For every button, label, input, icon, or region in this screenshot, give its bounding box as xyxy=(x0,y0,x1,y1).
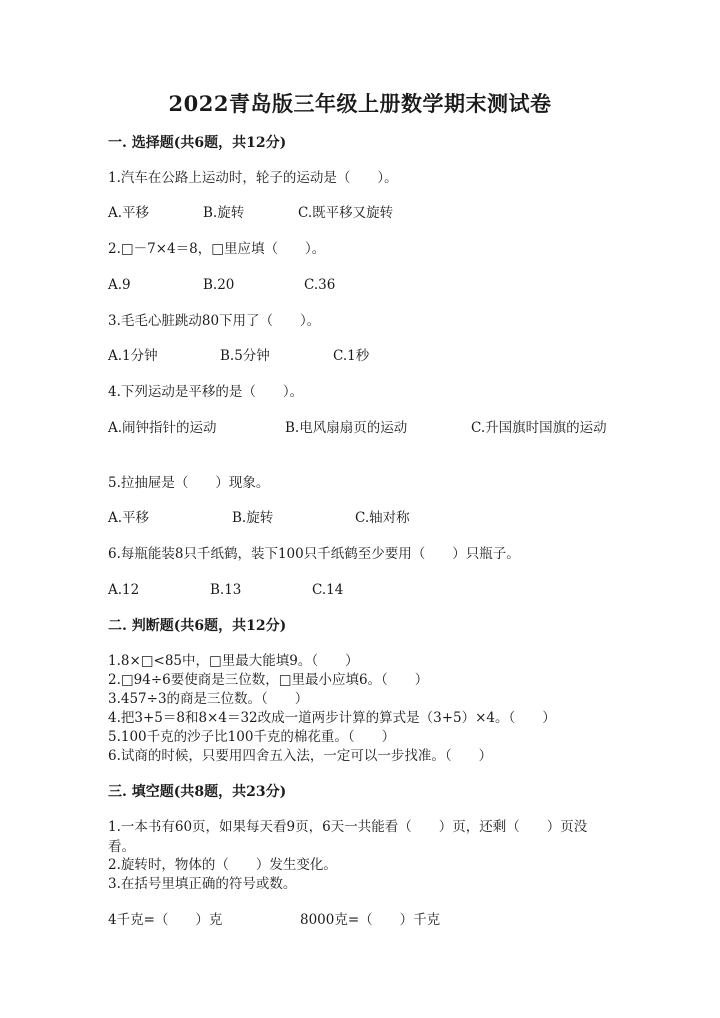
choice-5-option-c: C.轴对称 xyxy=(355,510,410,526)
judge-question-6: 6.试商的时候，只要用四舍五入法，一定可以一步找准。（ ） xyxy=(108,748,493,764)
choice-2-option-b: B.20 xyxy=(203,277,235,293)
choice-3-option-c: C.1秒 xyxy=(333,348,370,364)
fill-3-item-b: 8000克=（ ）千克 xyxy=(300,912,441,928)
choice-question-2: 2.□－7×4＝8，□里应填（ ）。 xyxy=(108,241,326,257)
choice-question-4: 4.下列运动是平移的是（ ）。 xyxy=(108,384,304,400)
fill-question-2: 2.旋转时，物体的（ ）发生变化。 xyxy=(108,857,337,873)
fill-question-1: 1.一本书有60页，如果每天看9页，6天一共能看（ ）页，还剩（ ）页没看。 xyxy=(108,819,588,855)
fill-question-3: 3.在括号里填正确的符号或数。 xyxy=(108,876,297,892)
choice-question-6: 6.每瓶能装8只千纸鹤，装下100只千纸鹤至少要用（ ）只瓶子。 xyxy=(108,546,520,562)
choice-4-option-c: C.升国旗时国旗的运动 xyxy=(471,420,607,436)
choice-question-1: 1.汽车在公路上运动时，轮子的运动是（ ）。 xyxy=(108,170,398,186)
choice-6-option-b: B.13 xyxy=(210,582,242,598)
choice-3-option-b: B.5分钟 xyxy=(220,348,270,364)
section-heading-choice: 一. 选择题(共6题，共12分) xyxy=(108,135,287,151)
choice-6-option-c: C.14 xyxy=(312,582,344,598)
choice-4-option-b: B.电风扇扇页的运动 xyxy=(285,420,408,436)
judge-question-3: 3.457÷3的商是三位数。（ ） xyxy=(108,691,309,707)
choice-6-option-a: A.12 xyxy=(108,582,140,598)
section-heading-fill: 三. 填空题(共8题，共23分) xyxy=(108,784,287,800)
fill-3-item-a: 4千克=（ ）克 xyxy=(108,912,223,928)
choice-question-3: 3.毛毛心脏跳动80下用了（ ）。 xyxy=(108,313,321,329)
choice-3-option-a: A.1分钟 xyxy=(108,348,158,364)
choice-1-option-a: A.平移 xyxy=(108,205,150,221)
choice-5-option-b: B.旋转 xyxy=(232,510,274,526)
choice-4-option-a: A.闹钟指针的运动 xyxy=(108,420,217,436)
choice-2-option-a: A.9 xyxy=(108,277,131,293)
page-title: 2022青岛版三年级上册数学期末测试卷 xyxy=(168,91,552,116)
choice-5-option-a: A.平移 xyxy=(108,510,150,526)
choice-2-option-c: C.36 xyxy=(304,277,336,293)
choice-question-5: 5.拉抽屉是（ ）现象。 xyxy=(108,475,270,491)
judge-question-4: 4.把3+5＝8和8×4＝32改成一道两步计算的算式是（3+5）×4。（ ） xyxy=(108,710,556,726)
choice-1-option-c: C.既平移又旋转 xyxy=(298,205,394,221)
section-heading-judge: 二. 判断题(共6题，共12分) xyxy=(108,618,287,634)
judge-question-5: 5.100千克的沙子比100千克的棉花重。（ ） xyxy=(108,729,396,745)
judge-question-1: 1.8×□<85中，□里最大能填9。（ ） xyxy=(108,653,359,669)
choice-1-option-b: B.旋转 xyxy=(203,205,245,221)
judge-question-2: 2.□94÷6要使商是三位数，□里最小应填6。（ ） xyxy=(108,672,429,688)
